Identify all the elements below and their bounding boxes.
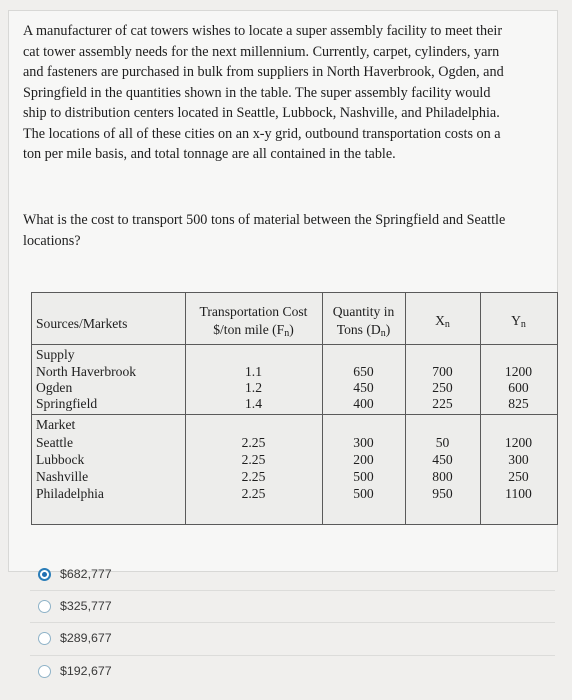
qty-cell: 200 (353, 452, 374, 467)
header-qty-end: ) (385, 322, 391, 337)
y-cell: 250 (508, 469, 529, 484)
y-cell: 1200 (504, 364, 533, 379)
prompt-line: What is the cost to transport 500 tons of material between the Springfield and Seattle (23, 212, 506, 228)
problem-statement (23, 21, 543, 165)
answer-option-label: $289,677 (60, 631, 112, 645)
answer-option-label: $325,777 (60, 599, 112, 613)
question-panel (8, 10, 558, 572)
radio-icon[interactable] (38, 600, 51, 613)
header-cost-line1: Transportation Cost (199, 304, 308, 319)
data-table (31, 292, 558, 525)
question-prompt (23, 210, 543, 251)
cost-cell: 2.25 (241, 469, 266, 484)
problem-line: A manufacturer of cat towers wishes to locate a super assembly facility to meet their (23, 23, 503, 39)
x-cell: 250 (432, 380, 453, 395)
header-qty-line1: Quantity in (332, 304, 395, 319)
table-row-name: North Haverbrook (36, 364, 137, 379)
cost-cell: 1.2 (245, 380, 262, 395)
problem-line: ton per mile basis, and total tonnage are all contained in the table. (23, 146, 396, 162)
supply-section-label: Supply (36, 347, 75, 362)
qty-cell: 500 (353, 469, 374, 484)
header-qty-sub: n (380, 328, 386, 339)
y-cell: 1200 (504, 435, 533, 450)
option-divider (30, 622, 555, 623)
problem-line: Springfield in the quantities shown in the table. The super assembly facility would (23, 84, 491, 101)
answer-option-label: $682,777 (60, 567, 112, 581)
radio-icon[interactable] (38, 632, 51, 645)
answer-option-2[interactable] (38, 599, 112, 613)
y-cell: 600 (508, 380, 529, 395)
table-row-name: Seattle (36, 435, 73, 450)
table-row-name: Nashville (36, 469, 89, 484)
cost-cell: 1.1 (245, 364, 262, 379)
header-quantity (322, 303, 405, 343)
header-x-label: X (435, 313, 445, 328)
radio-selected-icon[interactable] (38, 568, 51, 581)
prompt-line: locations? (23, 232, 81, 249)
option-divider (30, 655, 555, 656)
radio-icon[interactable] (38, 665, 51, 678)
qty-cell: 300 (353, 435, 374, 450)
qty-cell: 500 (353, 486, 374, 501)
header-cost-end: ) (289, 322, 294, 337)
header-transport-cost (185, 303, 322, 343)
table-row-name: Ogden (36, 380, 73, 395)
header-sources: Sources/Markets (36, 316, 128, 331)
table-row-name: Lubbock (36, 452, 85, 467)
y-cell: 825 (508, 396, 529, 411)
y-cell: 300 (508, 452, 529, 467)
x-cell: 50 (435, 435, 450, 450)
x-cell: 800 (432, 469, 453, 484)
cost-cell: 2.25 (241, 452, 266, 467)
problem-line: ship to distribution centers located in Seattle, Lubbock, Nashville, and Philadelphia. (23, 105, 500, 121)
x-cell: 225 (432, 396, 453, 411)
header-cost-line2: $/ton mile (F (213, 322, 285, 337)
header-y-label: Y (511, 313, 521, 328)
header-y (480, 312, 557, 334)
header-y-sub: n (520, 319, 526, 330)
problem-line: The locations of all of these cities on an x-y grid, outbound transportation costs on a (23, 125, 501, 142)
problem-line: and fasteners are purchased in bulk from suppliers in North Haverbrook, Ogden, and (23, 64, 504, 80)
header-qty-line2: Tons (D (336, 322, 381, 337)
table-row-name: Philadelphia (36, 486, 104, 501)
x-cell: 700 (432, 364, 453, 379)
answer-option-3[interactable] (38, 631, 112, 645)
header-x (405, 312, 480, 334)
header-cost-sub: n (284, 328, 290, 339)
cost-cell: 2.25 (241, 435, 266, 450)
qty-cell: 400 (353, 396, 374, 411)
cost-cell: 1.4 (245, 396, 262, 411)
x-cell: 450 (432, 452, 453, 467)
answer-option-4[interactable] (38, 664, 112, 678)
x-cell: 950 (432, 486, 453, 501)
option-divider (30, 590, 555, 591)
qty-cell: 650 (353, 364, 374, 379)
market-section-label: Market (36, 417, 76, 432)
problem-line: cat tower assembly needs for the next millennium. Currently, carpet, cylinders, yarn (23, 43, 500, 60)
y-cell: 1100 (505, 486, 532, 501)
cost-cell: 2.25 (241, 486, 266, 501)
answer-option-label: $192,677 (60, 664, 112, 678)
table-row-name: Springfield (36, 396, 98, 411)
header-x-sub: n (444, 319, 450, 330)
qty-cell: 450 (353, 380, 374, 395)
answer-option-1[interactable] (38, 567, 112, 581)
